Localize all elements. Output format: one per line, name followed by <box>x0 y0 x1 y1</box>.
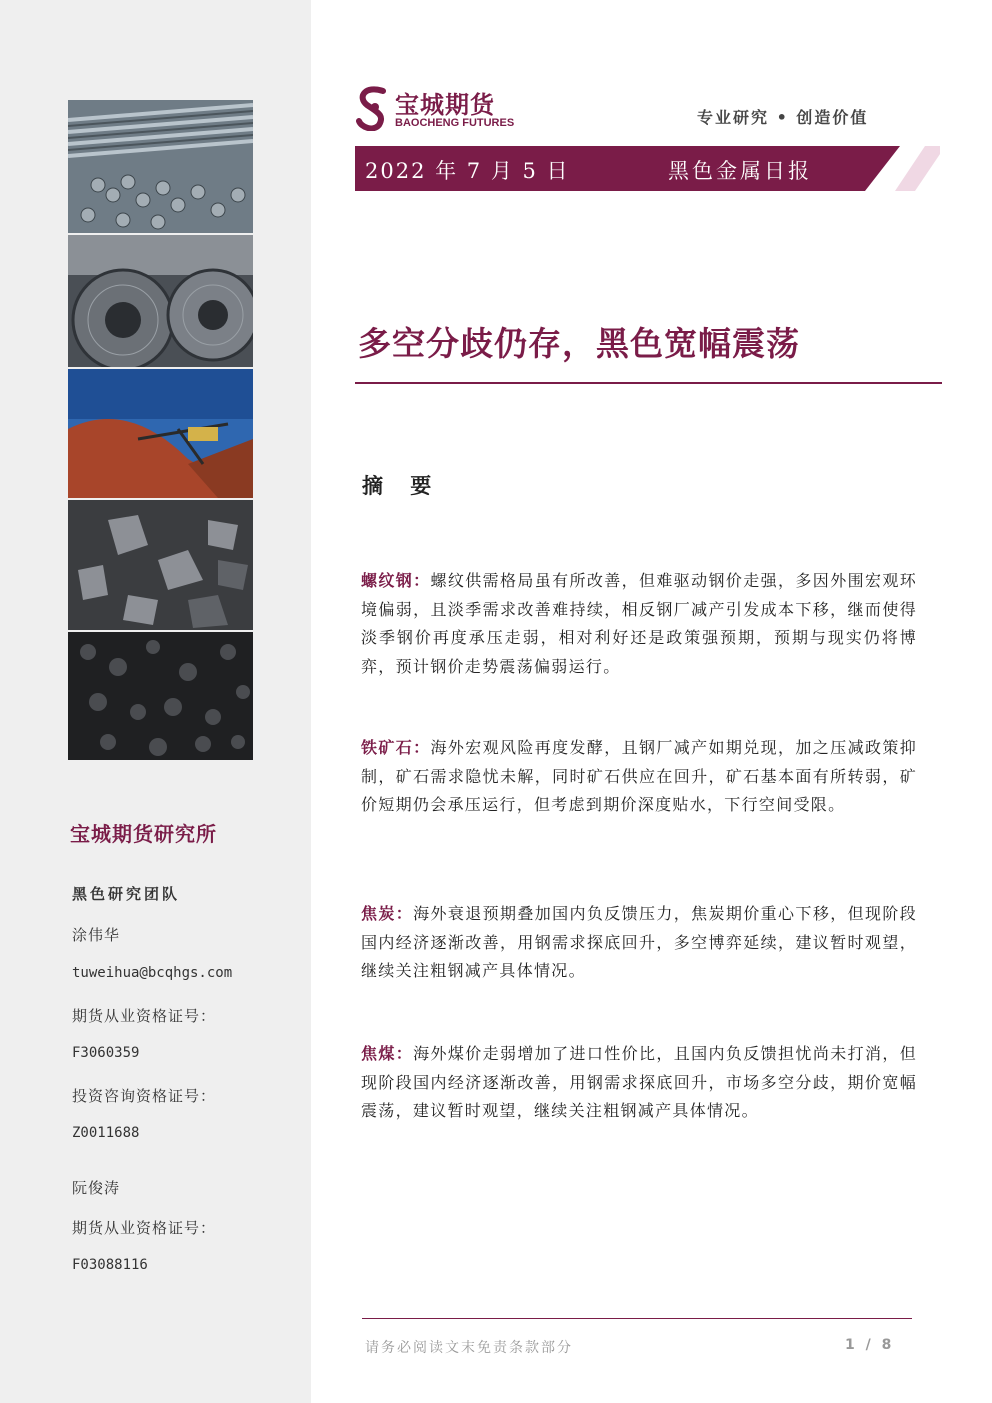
footer-divider <box>362 1318 912 1319</box>
summary-item-coke <box>361 900 917 986</box>
iron-ore-lumps-photo <box>68 500 253 630</box>
futures-cert-label-2: 期货从业资格证号： <box>72 1219 217 1237</box>
company-logo <box>355 85 525 133</box>
report-type: 黑色金属日报 <box>668 159 812 183</box>
summary-label: 焦煤： <box>361 1044 414 1063</box>
page-number: 1 / 8 <box>845 1337 895 1353</box>
analyst1-email[interactable]: tuweihua@bcqhgs.com <box>72 965 233 981</box>
analyst1-invest-cert: Z0011688 <box>72 1125 140 1141</box>
logo-s-icon <box>355 85 391 131</box>
summary-label: 铁矿石： <box>361 738 431 757</box>
summary-item-iron-ore <box>361 734 917 820</box>
rebar-photo <box>68 100 253 233</box>
analyst1-name: 涂伟华 <box>72 926 121 944</box>
headline-divider <box>355 382 942 384</box>
summary-item-coking-coal <box>361 1040 917 1126</box>
summary-label: 螺纹钢： <box>361 571 431 590</box>
slogan: 专业研究 • 创造价值 <box>697 108 869 127</box>
invest-cert-label: 投资咨询资格证号： <box>72 1087 217 1105</box>
footer-disclaimer-note: 请务必阅读文末免责条款部分 <box>365 1340 573 1356</box>
futures-cert-label: 期货从业资格证号： <box>72 1007 217 1025</box>
date-banner <box>355 146 940 191</box>
summary-text: 海外衰退预期叠加国内负反馈压力，焦炭期价重心下移，但现阶段国内经济逐渐改善，用钢需求探底回升，多空博弈延续，建议暂时观望，继续关注粗钢减产具体情况。 <box>361 904 918 980</box>
coal-photo <box>68 632 253 760</box>
summary-text: 海外煤价走弱增加了进口性价比，且国内负反馈担忧尚未打消，但现阶段国内经济逐渐改善，用钢需求探底回升，市场多空分歧，期价宽幅震荡，建议暂时观望，继续关注粗钢减产具体情况。 <box>361 1044 918 1120</box>
summary-text: 螺纹供需格局虽有所改善，但难驱动钢价走强，多因外围宏观环境偏弱，且淡季需求改善难持续，相反钢厂减产引发成本下移，继而使得淡季钢价再度承压走弱，相对利好还是政策强预期，预期与现实仍将博弈，预计钢价走势震荡偏弱运行。 <box>361 571 917 676</box>
institute-name: 宝城期货研究所 <box>70 822 217 846</box>
summary-text: 海外宏观风险再度发酵，且钢厂减产如期兑现，加之压减政策抑制，矿石需求隐忧未解，同时矿石供应在回升，矿石基本面有所转弱，矿价短期仍会承压运行，但考虑到期价深度贴水，下行空间受限。 <box>361 738 917 814</box>
logo-chinese-name: 宝城期货 <box>395 91 495 119</box>
steel-coil-photo <box>68 235 253 367</box>
report-headline: 多空分歧仍存，黑色宽幅震荡 <box>358 324 800 363</box>
analyst2-futures-cert: F03088116 <box>72 1257 148 1273</box>
report-date: 2022 年 7 月 5 日 <box>365 159 570 183</box>
summary-item-rebar <box>361 567 917 681</box>
iron-ore-stacker-photo <box>68 369 253 498</box>
team-name: 黑色研究团队 <box>72 885 181 903</box>
analyst2-name: 阮俊涛 <box>72 1179 121 1197</box>
sidebar <box>0 0 311 1403</box>
logo-english-name: BAOCHENG FUTURES <box>395 117 515 129</box>
summary-label: 焦炭： <box>361 904 414 923</box>
analyst1-futures-cert: F3060359 <box>72 1045 140 1061</box>
summary-title: 摘 要 <box>362 473 442 498</box>
